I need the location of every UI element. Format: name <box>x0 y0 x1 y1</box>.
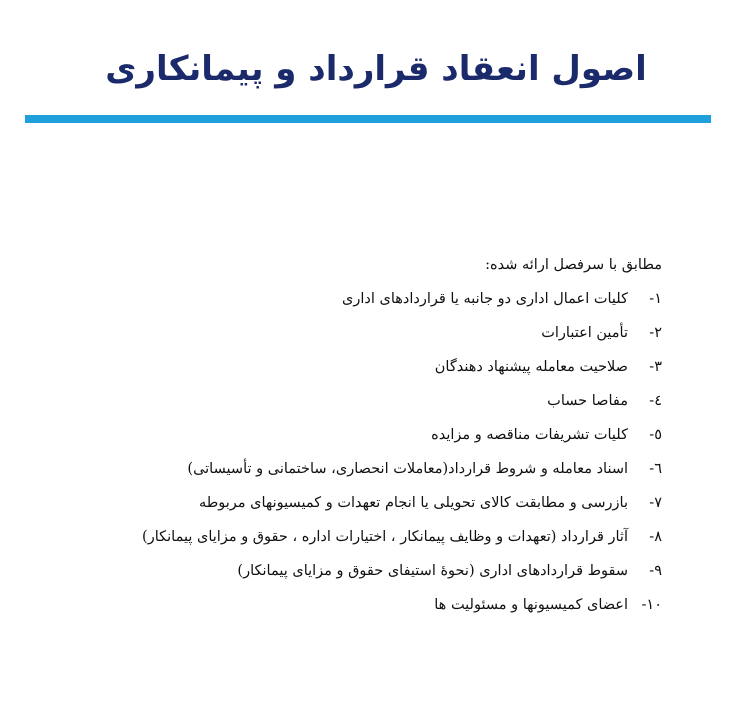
syllabus-intro: مطابق با سرفصل ارائه شده: <box>485 257 662 273</box>
list-item-number: ۹- <box>649 563 662 579</box>
list-item-number: ۱- <box>649 291 662 307</box>
list-item-text: اسناد معامله و شروط قرارداد(معاملات انحصاری، ساختمانی و تأسیساتی) <box>187 461 628 477</box>
title-divider <box>25 115 711 123</box>
syllabus-section <box>62 253 662 627</box>
list-item-text: اعضای کمیسیونها و مسئولیت ها <box>434 597 628 613</box>
list-item <box>62 389 662 423</box>
list-item <box>62 457 662 491</box>
list-item <box>62 321 662 355</box>
list-item-text: تأمین اعتبارات <box>541 325 628 341</box>
list-item <box>62 525 662 559</box>
list-item <box>62 355 662 389</box>
list-item-text: سقوط قراردادهای اداری (نحوهٔ استیفای حقوق و مزایای پیمانکار) <box>237 563 628 579</box>
list-item-text: بازرسی و مطابقت کالای تحویلی یا انجام تعهدات و کمیسیونهای مربوطه <box>198 495 628 511</box>
list-item-text: کلیات اعمال اداری دو جانبه یا قراردادهای اداری <box>342 291 628 307</box>
page-title: اصول انعقاد قرارداد و پیمانکاری <box>105 49 647 89</box>
list-item-number: ٥- <box>649 427 662 443</box>
list-item <box>62 559 662 593</box>
list-item-number: ۸- <box>649 529 662 545</box>
syllabus-list <box>62 287 662 627</box>
list-item-number: ٤- <box>649 393 662 409</box>
list-item-text: آثار قرارداد (تعهدات و وظایف پیمانکار ، اختیارات اداره ، حقوق و مزایای پیمانکار) <box>142 529 628 545</box>
list-item-text: صلاحیت معامله پیشنهاد دهندگان <box>434 359 628 375</box>
list-item-number: ۱۰- <box>641 597 662 613</box>
list-item-text: کلیات تشریفات مناقصه و مزایده <box>431 427 628 443</box>
list-item-text: مفاصا حساب <box>547 393 628 409</box>
list-item <box>62 593 662 627</box>
list-item-number: ۳- <box>649 359 662 375</box>
list-item-number: ۷- <box>649 495 662 511</box>
list-item-number: ٦- <box>649 461 662 477</box>
list-item <box>62 423 662 457</box>
list-item-number: ۲- <box>649 325 662 341</box>
list-item <box>62 491 662 525</box>
list-item <box>62 287 662 321</box>
